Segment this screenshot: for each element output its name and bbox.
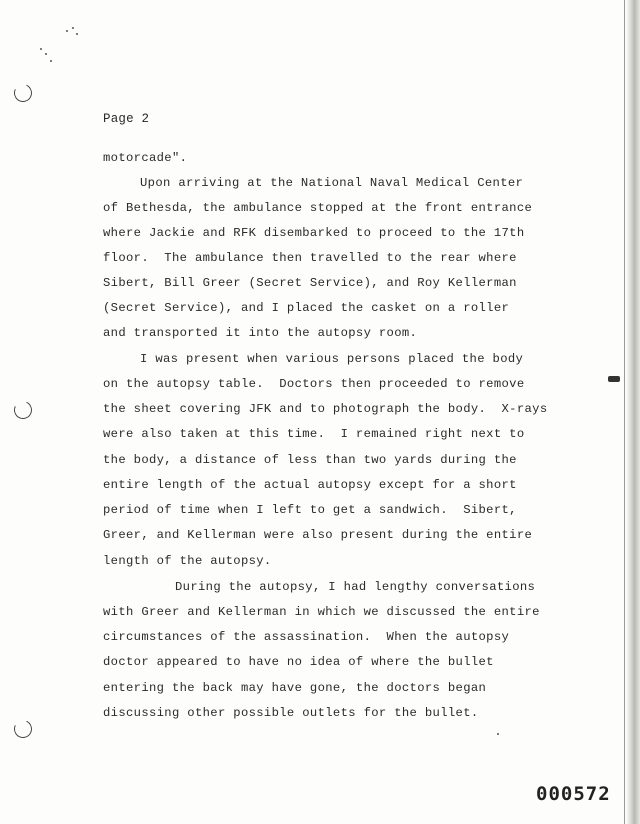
- text-line: were also taken at this time. I remained right next to: [103, 427, 525, 441]
- punch-hole-icon: [11, 717, 34, 740]
- text-line: floor. The ambulance then travelled to the rear where: [103, 251, 517, 265]
- text-line: During the autopsy, I had lengthy conversations: [175, 580, 536, 594]
- text-line: entire length of the actual autopsy except for a short: [103, 478, 517, 492]
- scan-speck: [497, 733, 499, 735]
- text-line: circumstances of the assassination. When the autopsy: [103, 630, 510, 644]
- text-line: Sibert, Bill Greer (Secret Service), and Roy Kellerman: [103, 276, 517, 290]
- scan-speck: [45, 53, 47, 55]
- text-line: motorcade".: [103, 151, 188, 165]
- scan-edge-line: [624, 0, 625, 824]
- text-line: period of time when I left to get a sandwich. Sibert,: [103, 503, 517, 517]
- text-line: the body, a distance of less than two yards during the: [103, 453, 517, 467]
- text-line: Upon arriving at the National Naval Medical Center: [140, 176, 524, 190]
- text-line: with Greer and Kellerman in which we discussed the entire: [103, 605, 540, 619]
- text-line: discussing other possible outlets for the bullet.: [103, 706, 479, 720]
- text-line: doctor appeared to have no idea of where the bullet: [103, 655, 494, 669]
- scan-speck: [40, 48, 42, 50]
- text-line: the sheet covering JFK and to photograph the body. X-rays: [103, 402, 548, 416]
- text-line: (Secret Service), and I placed the casket on a roller: [103, 301, 510, 315]
- text-line: and transported it into the autopsy room.: [103, 326, 418, 340]
- punch-hole-icon: [11, 398, 34, 421]
- text-line: length of the autopsy.: [103, 554, 272, 568]
- text-line: on the autopsy table. Doctors then proceeded to remove: [103, 377, 525, 391]
- document-number: 000572: [536, 783, 611, 805]
- text-line: I was present when various persons placed the body: [140, 352, 524, 366]
- margin-mark: [608, 376, 620, 382]
- page-label: Page 2: [103, 112, 150, 126]
- scan-speck: [50, 60, 52, 62]
- text-line: entering the back may have gone, the doctors began: [103, 681, 487, 695]
- scan-speck: [76, 33, 78, 35]
- text-line: of Bethesda, the ambulance stopped at the front entrance: [103, 201, 533, 215]
- text-line: where Jackie and RFK disembarked to proceed to the 17th: [103, 226, 525, 240]
- scan-edge: [626, 0, 640, 824]
- punch-hole-icon: [11, 81, 34, 104]
- text-line: Greer, and Kellerman were also present during the entire: [103, 528, 533, 542]
- scan-speck: [72, 27, 74, 29]
- scan-speck: [66, 30, 68, 32]
